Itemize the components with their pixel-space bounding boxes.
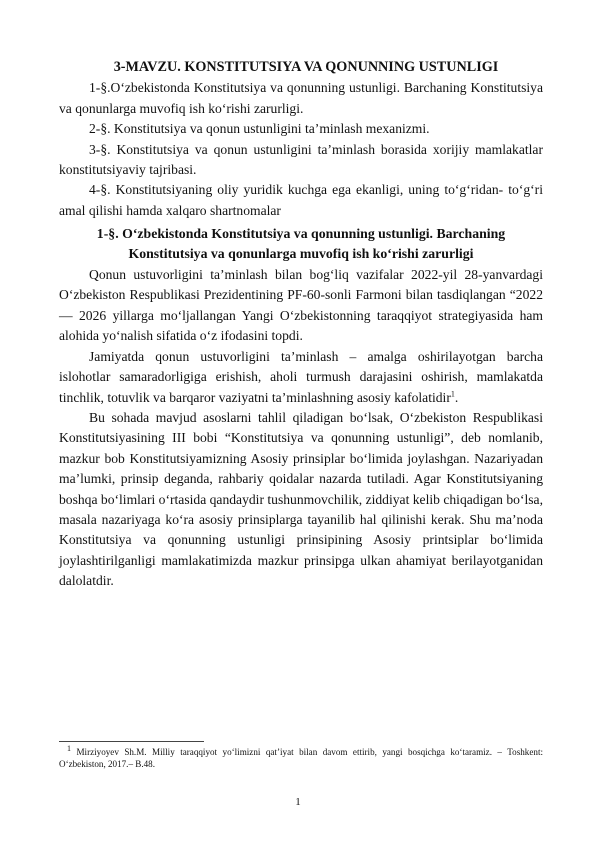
page-content — [59, 57, 543, 592]
topic-outline — [59, 78, 543, 221]
page-title: 3-MAVZU. KONSTITUTSIYA VA QONUNNING USTUNLIGI — [113, 59, 499, 75]
paragraph-3: Bu sohada mavjud asoslarni tahlil qiladigan bo‘lsak, O‘zbekiston Respublikasi Konstitutsiyasining III bobi “Konstitutsiya va qonunning ustunligi”, deb nomlanib, mazkur bob Konstitutsiyamizning Asosiy prinsiplar bo‘limida joylashgan. Nazariyadan ma’lumki, prinsip deganda, rahbariy qoidalar nazarda tutiladi. Agar Konstitutsiyaning boshqa bo‘limlari o‘rtasida qandaydir tushunmovchilik, ziddiyat kelib chiqadigan bo‘lsa, masala nazariyaga ko‘ra asosiy prinsiplarga tayanilib hal qilinishi kerak. Shu ma’noda Konstitutsiya va qonunning ustunligi prinsipining Asosiy printsiplar bo‘limida joylashtirilganligi mamlakatimizda mazkur prinsipga ulkan ahamiyat berilayotganidan dalolatdir. — [59, 409, 543, 589]
footnote — [59, 743, 543, 770]
section-heading: 1-§. O‘zbekistonda Konstitutsiya va qonunning ustunligi. Barchaning Konstitutsiya va qonunlarga muvofiq ish ko‘rishi zarurligi — [96, 226, 506, 261]
footnote-separator — [59, 741, 204, 742]
paragraph-1: Qonun ustuvorligini ta’minlash bilan bog‘liq vazifalar 2022-yil 28-yanvardagi O‘zbekiston Respublikasi Prezidentining PF-60-sonli Farmoni bilan tasdiqlangan “2022 — 2026 yillarga mo‘ljallangan Yangi O‘zbekistonning taraqqiyot strategiyasida ham alohida yo‘nalish sifatida o‘z ifodasini topdi. — [59, 267, 543, 344]
footnote-number: 1 — [67, 743, 71, 753]
footnote-reference[interactable]: 1 — [450, 388, 455, 398]
outline-item-3: 3-§. Konstitutsiya va qonun ustunligini ta’minlash borasida xorijiy mamlakatlar konstitutsiyaviy tajribasi. — [59, 141, 543, 178]
outline-item-2: 2-§. Konstitutsiya va qonun ustunligini ta’minlash mexanizmi. — [89, 121, 430, 137]
footnote-body — [59, 743, 543, 770]
paragraph-2-end: . — [454, 389, 459, 405]
page-number: 1 — [295, 796, 301, 808]
body-text — [59, 265, 543, 592]
outline-item-1: 1-§.O‘zbekistonda Konstitutsiya va qonunning ustunligi. Barchaning Konstitutsiya va qonunlarga muvofiq ish ko‘rishi zarurligi. — [59, 80, 543, 116]
paragraph-2 — [59, 347, 543, 408]
outline-item-4: 4-§. Konstitutsiyaning oliy yuridik kuchga ega ekanligi, uning to‘g‘ridan- to‘g‘ri amal qilishi hamda xalqaro shartnomalar — [59, 182, 543, 218]
footnote-text: Mirziyoyev Sh.M. Milliy taraqqiyot yo‘limizni qat’iyat bilan davom ettirib, yangi bosqichga ko‘taramiz. – Toshkent: O‘zbekiston, 2017.– B.48. — [59, 747, 543, 769]
paragraph-2-text: Jamiyatda qonun ustuvorligini ta’minlash – amalga oshirilayotgan barcha islohotlar samaradorligiga erishish, aholi turmush darajasini oshirish, mamlakatda tinchlik, totuvlik va barqaror vaziyatni ta’minlashning asosiy kafolatidir — [59, 348, 543, 405]
